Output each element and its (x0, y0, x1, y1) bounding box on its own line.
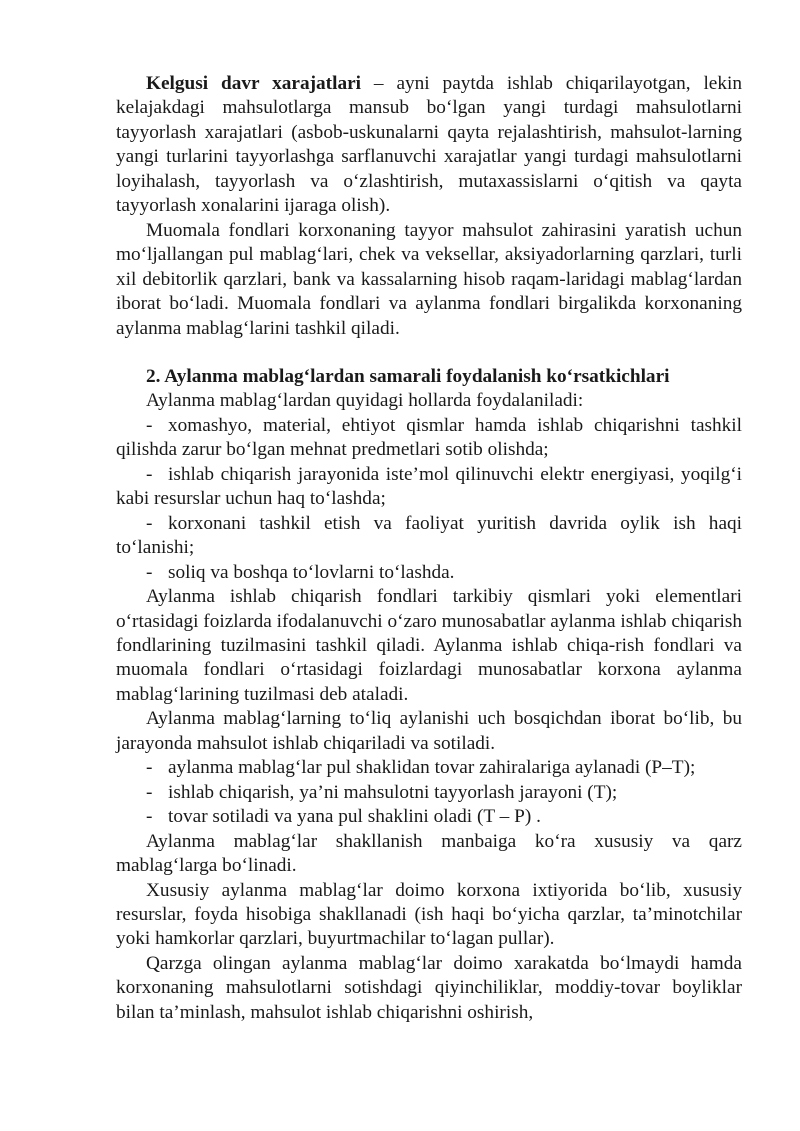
paragraph-cycle-intro: Aylanma mablag‘larning to‘liq aylanishi uch bosqichdan iborat bo‘lib, bu jarayonda mahsulot ishlab chiqariladi va sotiladi. (116, 708, 742, 754)
list-item (116, 463, 742, 512)
term-future-expenses: Kelgusi davr xarajatlari (146, 73, 362, 94)
dash-bullet: - (146, 561, 153, 583)
list-item-text: korxonani tashkil etish va faoliyat yuritish davrida oylik ish haqi to‘lanishi; (116, 512, 742, 559)
spacer (116, 341, 742, 365)
list-item (116, 756, 742, 780)
dash-bullet: - (146, 463, 153, 485)
list-item (116, 512, 742, 561)
paragraph-borrowed-funds: Qarzga olingan aylanma mablag‘lar doimo xarakatda bo‘lmaydi hamda korxonaning mahsulotlarni sotishdagi qiyinchiliklar, moddiy-tovar boyliklar bilan ta’minlash, mahsulot ishlab chiqarishni oshirish, (116, 952, 742, 1023)
list-item-text: ishlab chiqarish, ya’ni mahsulotni tayyorlash jarayoni (T); (168, 781, 618, 803)
dash-bullet: - (146, 512, 153, 534)
dash-bullet: - (146, 414, 153, 436)
section-heading: 2. Aylanma mablag‘lardan samarali foydalanish ko‘rsatkichlari (146, 365, 670, 387)
paragraph-structure: Aylanma ishlab chiqarish fondlari tarkibiy qismlari yoki elementlari o‘rtasidagi foizlarda ifodalanuvchi o‘zaro munosabatlar aylanma ishlab chiqarish fondlarining tuzilmasini tashkil qiladi. Aylanma ishlab chiqa-rish fondlari va muomala fondlari o‘rtasidagi foizlardagi munosabatlar korxona aylanma mablag‘larining tuzilmasi deb ataladi. (116, 586, 742, 705)
list-item (116, 781, 742, 805)
dash-bullet: - (146, 781, 153, 803)
list-item-text: tovar sotiladi va yana pul shaklini oladi (T – P) . (168, 806, 541, 828)
paragraph-own-funds: Xususiy aylanma mablag‘lar doimo korxona ixtiyorida bo‘lib, xususiy resurslar, foyda hisobiga shakllanadi (ish haqi bo‘yicha qarzlar, ta’minotchilar yoki hamkorlar qarzlari, buyurtmachilar to‘lagan pullar). (116, 879, 742, 950)
list-item-text: aylanma mablag‘lar pul shaklidan tovar zahiralariga aylanadi (P–T); (168, 757, 696, 779)
paragraph-text: – ayni paytda ishlab chiqarilayotgan, lekin kelajakdagi mahsulotlarga mansub bo‘lgan yangi turdagi mahsulotlarni tayyorlash xarajatlari (asbob-uskunalarni qayta rejalashtirish, mahsulot-larning yangi turlarini tayyorlashga sarflanuvchi xarajatlar yangi turdagi mahsulotlarni loyihalash, tayyorlash va o‘zlashtirish, mutaxassislarni o‘qitish va qayta tayyorlash xonalarini ijaraga olish). (116, 73, 742, 217)
paragraph-future-expenses (116, 72, 742, 219)
dash-bullet: - (146, 757, 153, 779)
paragraph-sources: Aylanma mablag‘lar shakllanish manbaiga ko‘ra xususiy va qarz mablag‘larga bo‘linadi. (116, 830, 742, 877)
list-item (116, 561, 742, 585)
list-item (116, 414, 742, 463)
list-item (116, 805, 742, 829)
dash-bullet: - (146, 806, 153, 828)
paragraph-usage-intro: Aylanma mablag‘lardan quyidagi hollarda foydalaniladi: (146, 390, 584, 412)
list-item-text: xomashyo, material, ehtiyot qismlar hamda ishlab chiqarishni tashkil qilishda zarur bo‘lgan mehnat predmetlari sotib olishda; (116, 414, 742, 461)
list-item-text: soliq va boshqa to‘lovlarni to‘lashda. (168, 561, 455, 583)
list-item-text: ishlab chiqarish jarayonida iste’mol qilinuvchi elektr energiyasi, yoqilg‘i kabi resurslar uchun haq to‘lashda; (116, 463, 742, 510)
paragraph-circulation-funds: Muomala fondlari korxonaning tayyor mahsulot zahirasini yaratish uchun mo‘ljallangan pul mablag‘lari, chek va veksellar, aksiyadorlarning qarzlari, turli xil debitorlik qarzlari, bank va kassalarning hisob raqam-laridagi mablag‘lardan iborat bo‘ladi. Muomala fondlari va aylanma fondlari birgalikda korxonaning aylanma mablag‘larini tashkil qiladi. (116, 219, 742, 339)
